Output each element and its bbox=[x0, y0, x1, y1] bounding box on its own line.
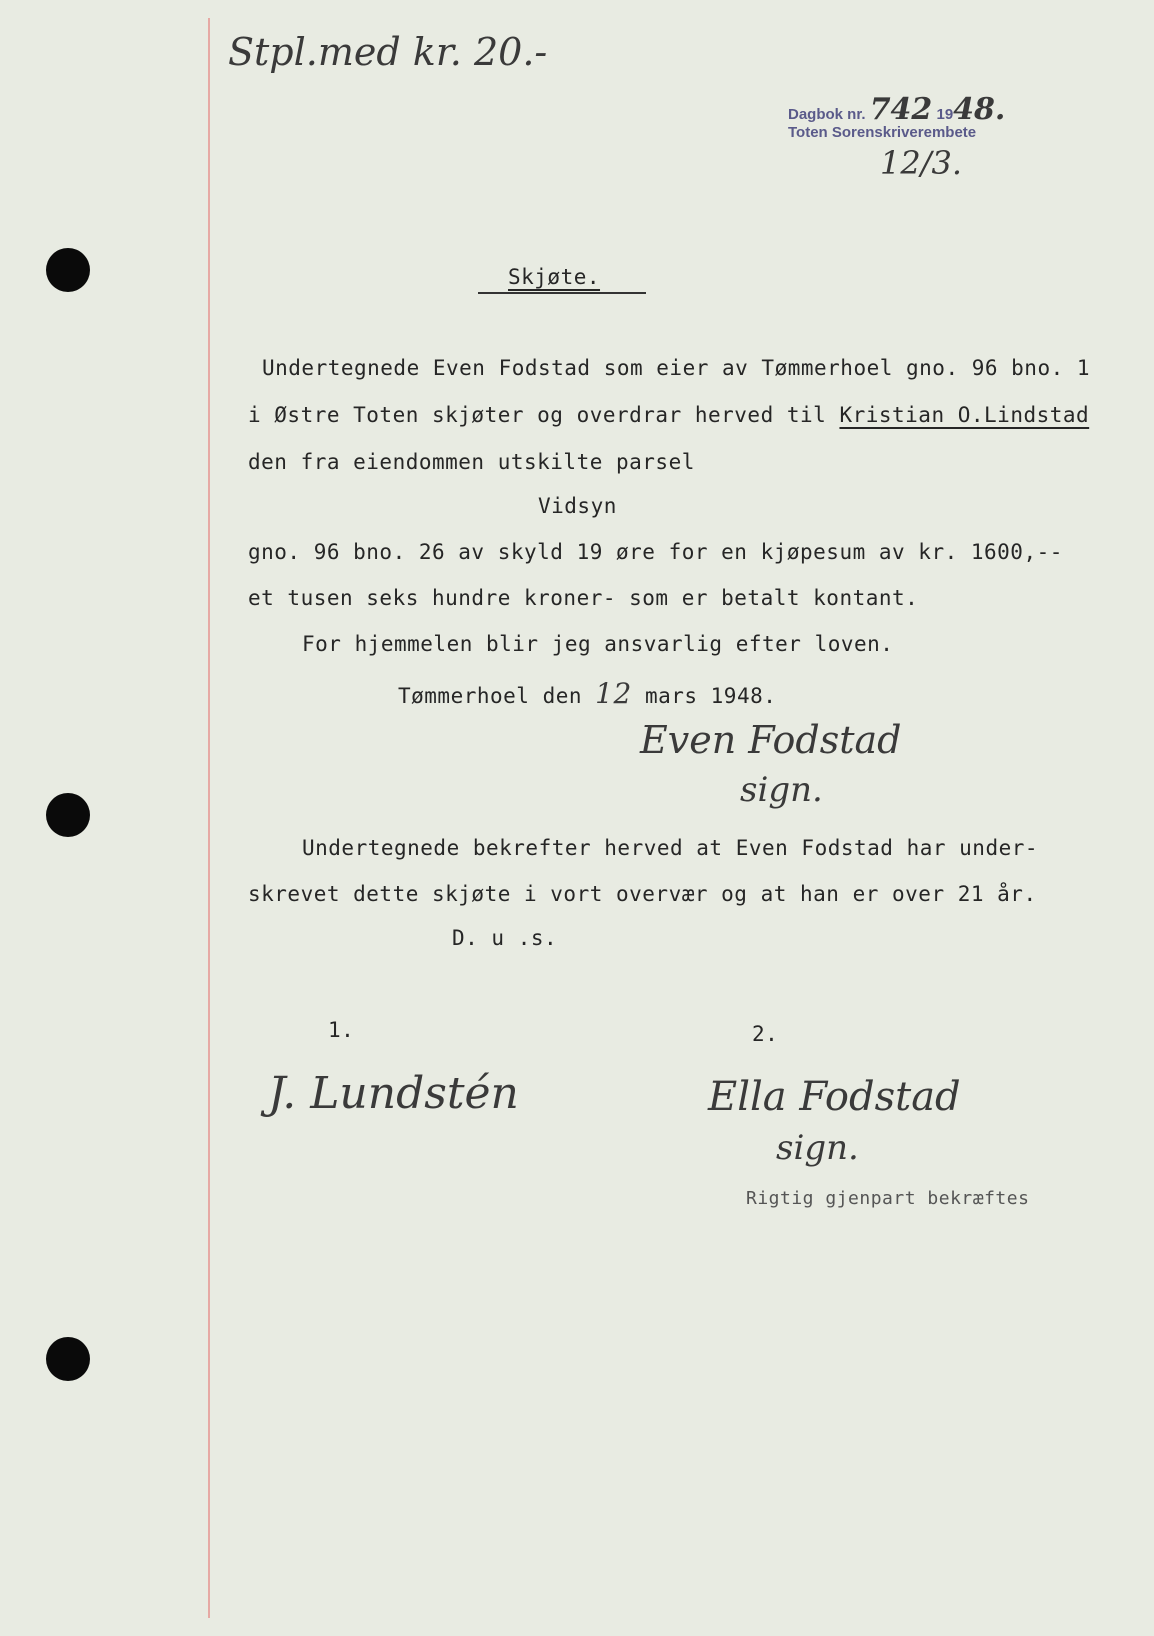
witness-sign-note: sign. bbox=[776, 1128, 859, 1168]
punch-hole bbox=[46, 248, 90, 292]
punch-hole bbox=[46, 1337, 90, 1381]
body-line: et tusen seks hundre kroner- som er betalt kontant. bbox=[248, 586, 919, 610]
stamp-year-prefix: 19 bbox=[936, 106, 954, 123]
stamp-year: 48. bbox=[953, 92, 1006, 127]
title-underline bbox=[478, 292, 646, 294]
handwritten-day: 12 bbox=[595, 677, 632, 710]
margin-line bbox=[208, 18, 210, 1618]
stamp-line1 bbox=[788, 92, 1005, 127]
margin-note: Stpl.med kr. 20.- bbox=[228, 30, 548, 74]
certification-stamp: Rigtig gjenpart bekræftes bbox=[746, 1188, 1030, 1209]
witness-line: Undertegnede bekrefter herved at Even Fodstad har under- bbox=[302, 836, 1039, 860]
buyer-name: Kristian O.Lindstad bbox=[839, 403, 1090, 427]
document-title: Skjøte. bbox=[508, 265, 601, 289]
signature-even-fodstad: Even Fodstad bbox=[640, 718, 902, 762]
parcel-name: Vidsyn bbox=[538, 494, 617, 518]
witness-number-2: 2. bbox=[752, 1022, 779, 1046]
stamp-label: Dagbok nr. bbox=[788, 106, 866, 123]
witness-line: skrevet dette skjøte i vort overvær og at han er over 21 år. bbox=[248, 882, 1037, 906]
witness-signature-2: Ella Fodstad bbox=[708, 1074, 961, 1120]
body-line: i Østre Toten skjøter og overdrar herved til Kristian O.Lindstad bbox=[248, 403, 1090, 427]
witness-line: D. u .s. bbox=[452, 926, 558, 950]
body-line: For hjemmelen blir jeg ansvarlig efter loven. bbox=[302, 632, 894, 656]
stamp-number: 742 bbox=[869, 92, 933, 127]
place-date: Tømmerhoel den 12 mars 1948. bbox=[398, 677, 777, 710]
witness-signature-1: J. Lundstén bbox=[268, 1068, 519, 1119]
body-line: Undertegnede Even Fodstad som eier av Tømmerhoel gno. 96 bno. 1 bbox=[262, 356, 1091, 380]
body-line: gno. 96 bno. 26 av skyld 19 øre for en kjøpesum av kr. 1600,-- bbox=[248, 540, 1063, 564]
body-line: den fra eiendommen utskilte parsel bbox=[248, 450, 695, 474]
witness-number-1: 1. bbox=[328, 1018, 355, 1042]
stamp-line2: Toten Sorenskriverembete bbox=[788, 124, 977, 141]
stamp-date: 12/3. bbox=[880, 144, 963, 182]
punch-hole bbox=[46, 793, 90, 837]
signature-sign-note: sign. bbox=[740, 770, 823, 810]
